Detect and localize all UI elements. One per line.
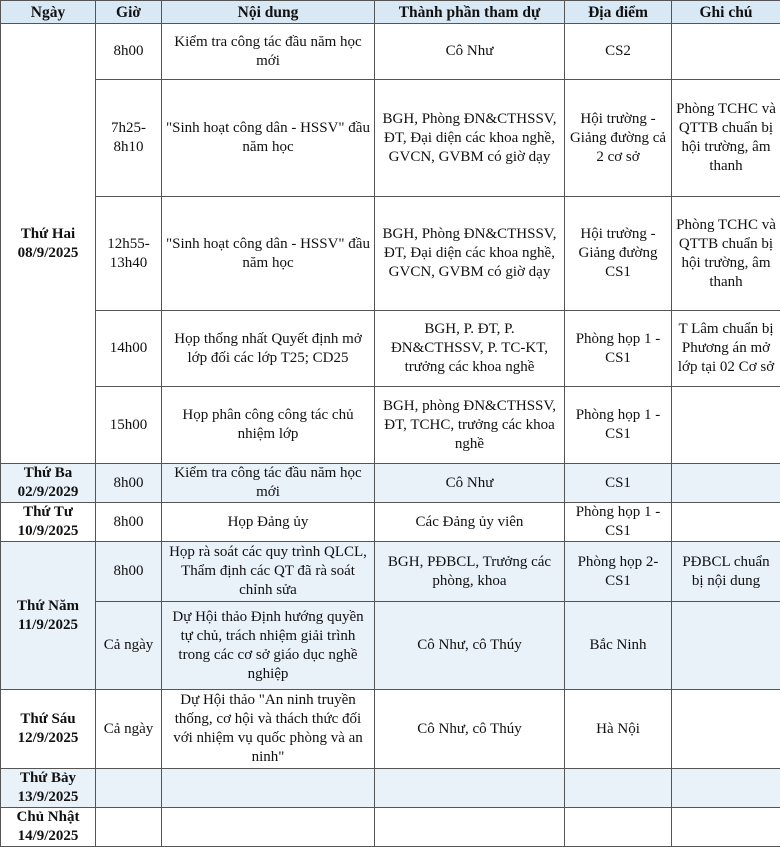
table-row	[1, 387, 780, 464]
time-cell: 15h00	[96, 387, 162, 464]
attendees-cell	[375, 769, 565, 808]
location-cell	[565, 808, 672, 847]
table-row	[1, 80, 780, 197]
content-cell: Dự Hội thảo "An ninh truyền thống, cơ hội và thách thức đối với nhiệm vụ quốc phòng và an ninh"	[162, 690, 375, 769]
note-cell: Phòng TCHC và QTTB chuẩn bị hội trường, âm thanh	[672, 197, 780, 311]
header-day: Ngày	[1, 1, 96, 24]
table-row	[1, 769, 780, 808]
time-cell: 8h00	[96, 542, 162, 602]
time-cell	[96, 769, 162, 808]
day-name: Thứ Bảy	[20, 770, 76, 786]
content-cell: Họp rà soát các quy trình QLCL, Thẩm định các QT đã rà soát chỉnh sửa	[162, 542, 375, 602]
attendees-cell: Cô Như	[375, 24, 565, 80]
table-row	[1, 503, 780, 542]
content-cell	[162, 808, 375, 847]
note-cell: PĐBCL chuẩn bị nội dung	[672, 542, 780, 602]
note-cell: Phòng TCHC và QTTB chuẩn bị hội trường, âm thanh	[672, 80, 780, 197]
content-cell: "Sinh hoạt công dân - HSSV" đầu năm học	[162, 80, 375, 197]
table-row	[1, 542, 780, 602]
location-cell: Phòng họp 1 - CS1	[565, 387, 672, 464]
time-cell: 7h25-8h10	[96, 80, 162, 197]
note-cell	[672, 24, 780, 80]
attendees-cell: Các Đảng ủy viên	[375, 503, 565, 542]
note-cell	[672, 769, 780, 808]
day-cell	[1, 503, 96, 542]
note-cell	[672, 387, 780, 464]
location-cell: Phòng họp 2-CS1	[565, 542, 672, 602]
day-cell	[1, 542, 96, 690]
header-note: Ghi chú	[672, 1, 780, 24]
day-name: Chủ Nhật	[17, 809, 80, 825]
day-date: 10/9/2025	[18, 523, 79, 539]
day-date: 13/9/2025	[18, 789, 79, 805]
table-row	[1, 808, 780, 847]
time-cell: 14h00	[96, 311, 162, 387]
note-cell	[672, 503, 780, 542]
note-cell	[672, 464, 780, 503]
day-name: Thứ Năm	[17, 598, 79, 614]
content-cell: Dự Hội thảo Định hướng quyền tự chủ, trách nhiệm giải trình trong các cơ sở giáo dục nghề nghiệp	[162, 602, 375, 690]
day-cell	[1, 690, 96, 769]
header-row	[1, 1, 780, 24]
location-cell: Hội trường - Giảng đường CS1	[565, 197, 672, 311]
content-cell	[162, 769, 375, 808]
table-row	[1, 602, 780, 690]
content-cell: "Sinh hoạt công dân - HSSV" đầu năm học	[162, 197, 375, 311]
attendees-cell: BGH, PĐBCL, Trưởng các phòng, khoa	[375, 542, 565, 602]
location-cell: Hà Nội	[565, 690, 672, 769]
header-time: Giờ	[96, 1, 162, 24]
location-cell: Phòng họp 1 - CS1	[565, 503, 672, 542]
day-date: 11/9/2025	[18, 617, 78, 633]
day-date: 08/9/2025	[18, 245, 79, 261]
note-cell	[672, 808, 780, 847]
table-row	[1, 197, 780, 311]
header-attendees: Thành phần tham dự	[375, 1, 565, 24]
attendees-cell: Cô Như, cô Thúy	[375, 602, 565, 690]
time-cell: 8h00	[96, 503, 162, 542]
content-cell: Họp Đảng ủy	[162, 503, 375, 542]
attendees-cell	[375, 808, 565, 847]
attendees-cell: BGH, Phòng ĐN&CTHSSV, ĐT, Đại diện các khoa nghề, GVCN, GVBM có giờ dạy	[375, 80, 565, 197]
attendees-cell: BGH, phòng ĐN&CTHSSV, ĐT, TCHC, trưởng các khoa nghề	[375, 387, 565, 464]
note-cell	[672, 602, 780, 690]
day-cell	[1, 769, 96, 808]
time-cell: 8h00	[96, 24, 162, 80]
content-cell: Họp thống nhất Quyết định mở lớp đối các lớp T25; CD25	[162, 311, 375, 387]
day-date: 02/9/2029	[18, 484, 79, 500]
day-cell	[1, 808, 96, 847]
table-row	[1, 24, 780, 80]
time-cell: Cả ngày	[96, 690, 162, 769]
time-cell: Cả ngày	[96, 602, 162, 690]
day-name: Thứ Sáu	[20, 711, 75, 727]
day-cell	[1, 24, 96, 464]
time-cell: 12h55-13h40	[96, 197, 162, 311]
location-cell: CS1	[565, 464, 672, 503]
day-date: 14/9/2025	[18, 828, 79, 844]
location-cell: Bắc Ninh	[565, 602, 672, 690]
header-content: Nội dung	[162, 1, 375, 24]
day-name: Thứ Ba	[24, 465, 73, 481]
attendees-cell: BGH, Phòng ĐN&CTHSSV, ĐT, Đại diện các khoa nghề, GVCN, GVBM có giờ dạy	[375, 197, 565, 311]
content-cell: Kiểm tra công tác đầu năm học mới	[162, 24, 375, 80]
time-cell: 8h00	[96, 464, 162, 503]
attendees-cell: Cô Như, cô Thúy	[375, 690, 565, 769]
time-cell	[96, 808, 162, 847]
day-date: 12/9/2025	[18, 730, 79, 746]
content-cell: Kiểm tra công tác đầu năm học mới	[162, 464, 375, 503]
location-cell	[565, 769, 672, 808]
day-name: Thứ Hai	[21, 226, 75, 242]
location-cell: Phòng họp 1 - CS1	[565, 311, 672, 387]
attendees-cell: BGH, P. ĐT, P. ĐN&CTHSSV, P. TC-KT, trưởng các khoa nghề	[375, 311, 565, 387]
day-cell	[1, 464, 96, 503]
table-row	[1, 690, 780, 769]
note-cell	[672, 690, 780, 769]
header-location: Địa điểm	[565, 1, 672, 24]
table-row	[1, 311, 780, 387]
day-name: Thứ Tư	[23, 504, 73, 520]
location-cell: Hội trường - Giảng đường cả 2 cơ sở	[565, 80, 672, 197]
location-cell: CS2	[565, 24, 672, 80]
content-cell: Họp phân công công tác chủ nhiệm lớp	[162, 387, 375, 464]
attendees-cell: Cô Như	[375, 464, 565, 503]
note-cell: T Lâm chuẩn bị Phương án mở lớp tại 02 Cơ sở	[672, 311, 780, 387]
table-row	[1, 464, 780, 503]
